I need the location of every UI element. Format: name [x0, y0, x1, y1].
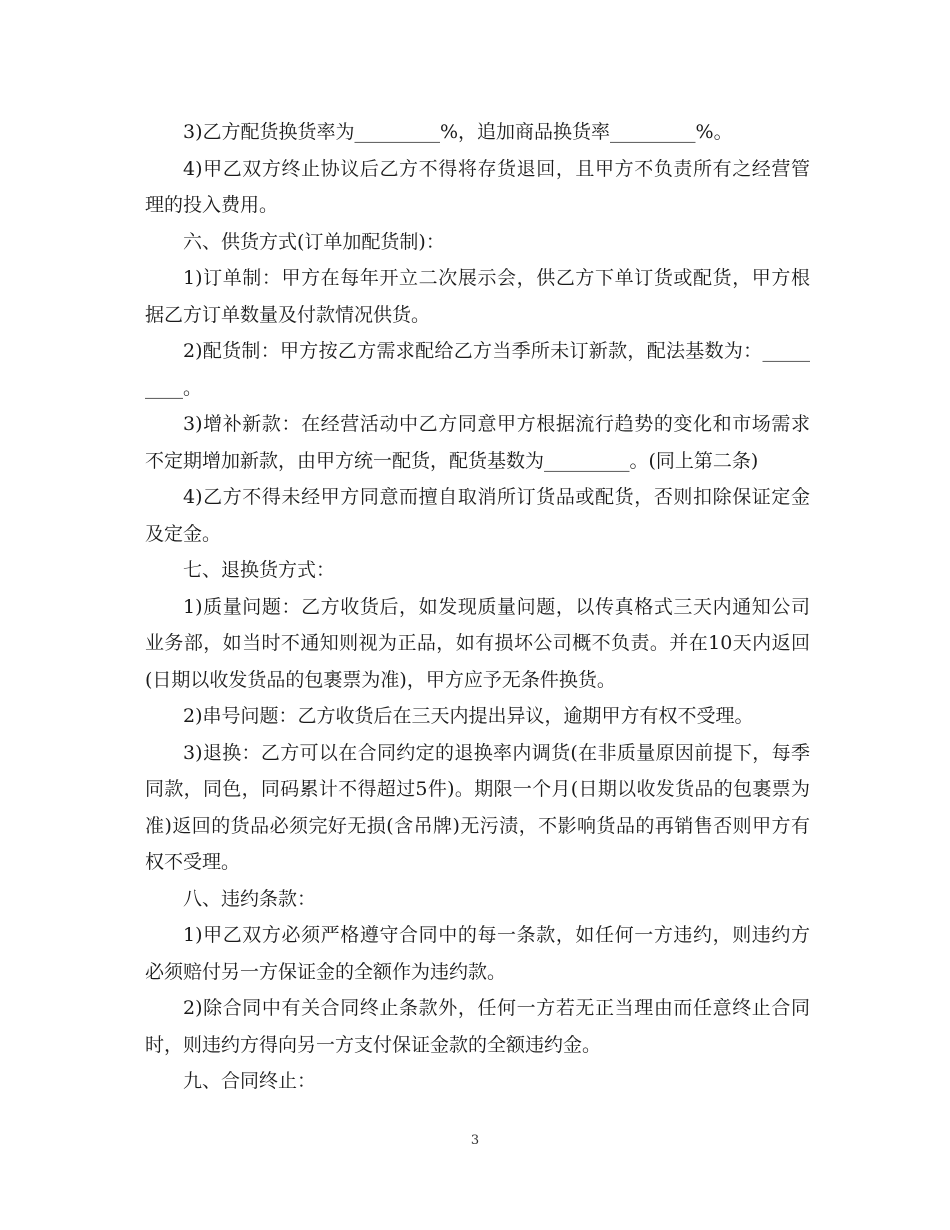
section-heading-termination: 九、合同终止：: [183, 1070, 317, 1092]
document-body: [145, 114, 810, 1100]
clause-5-3-exchange-rate: 3)乙方配货换货率为_________%，追加商品换货率_________%。: [183, 121, 733, 143]
section-heading-breach: 八、违约条款：: [183, 887, 317, 910]
clause-7-3-exchange: 3)退换：乙方可以在合同约定的退换率内调货(在非质量原因前提下，每季同款，同色，同码累计不得超过5件)。期限一个月(日期以收发货品的包裹票为准)返回的货品必须完好无损(含吊牌)无污渍，不影响货品的再销售否则甲方有权不受理。: [145, 741, 810, 873]
clause-6-3-new-styles: 3)增补新款：在经营活动中乙方同意甲方根据流行趋势的变化和市场需求不定期增加新款，由甲方统一配货，配货基数为_________。(同上第二条): [145, 413, 810, 472]
clause-6-2-allocation-system: 2)配货制：甲方按乙方需求配给乙方当季所未订新款，配法基数为：_________。: [145, 340, 810, 399]
clause-6-1-order-system: 1)订单制：甲方在每年开立二次展示会，供乙方下单订货或配货，甲方根据乙方订单数量及付款情况供货。: [145, 267, 810, 326]
clause-8-1-breach-compensation: 1)甲乙双方必须严格遵守合同中的每一条款，如任何一方违约，则违约方必须赔付另一方保证金的全额作为违约款。: [145, 924, 810, 983]
clause-8-2-termination-penalty: 2)除合同中有关合同终止条款外，任何一方若无正当理由而任意终止合同时，则违约方得向另一方支付保证金款的全额违约金。: [145, 997, 810, 1056]
section-heading-supply-method: 六、供货方式(订单加配货制)：: [183, 230, 445, 253]
clause-5-4-no-return: 4)甲乙双方终止协议后乙方不得将存货退回，且甲方不负责所有之经营管理的投入费用。: [145, 157, 810, 216]
page-number: 3: [470, 1133, 480, 1148]
clause-7-2-mismatch-issue: 2)串号问题：乙方收货后在三天内提出异议，逾期甲方有权不受理。: [183, 705, 754, 727]
clause-7-1-quality-issue: 1)质量问题：乙方收货后，如发现质量问题，以传真格式三天内通知公司业务部，如当时不通知则视为正品，如有损坏公司概不负责。并在10天内返回(日期以收发货品的包裹票为准)，甲方应予无条件换货。: [145, 595, 810, 691]
clause-6-4-no-cancellation: 4)乙方不得未经甲方同意而擅自取消所订货品或配货，否则扣除保证定金及定金。: [145, 486, 810, 545]
section-heading-return-exchange: 七、退换货方式：: [183, 559, 336, 581]
